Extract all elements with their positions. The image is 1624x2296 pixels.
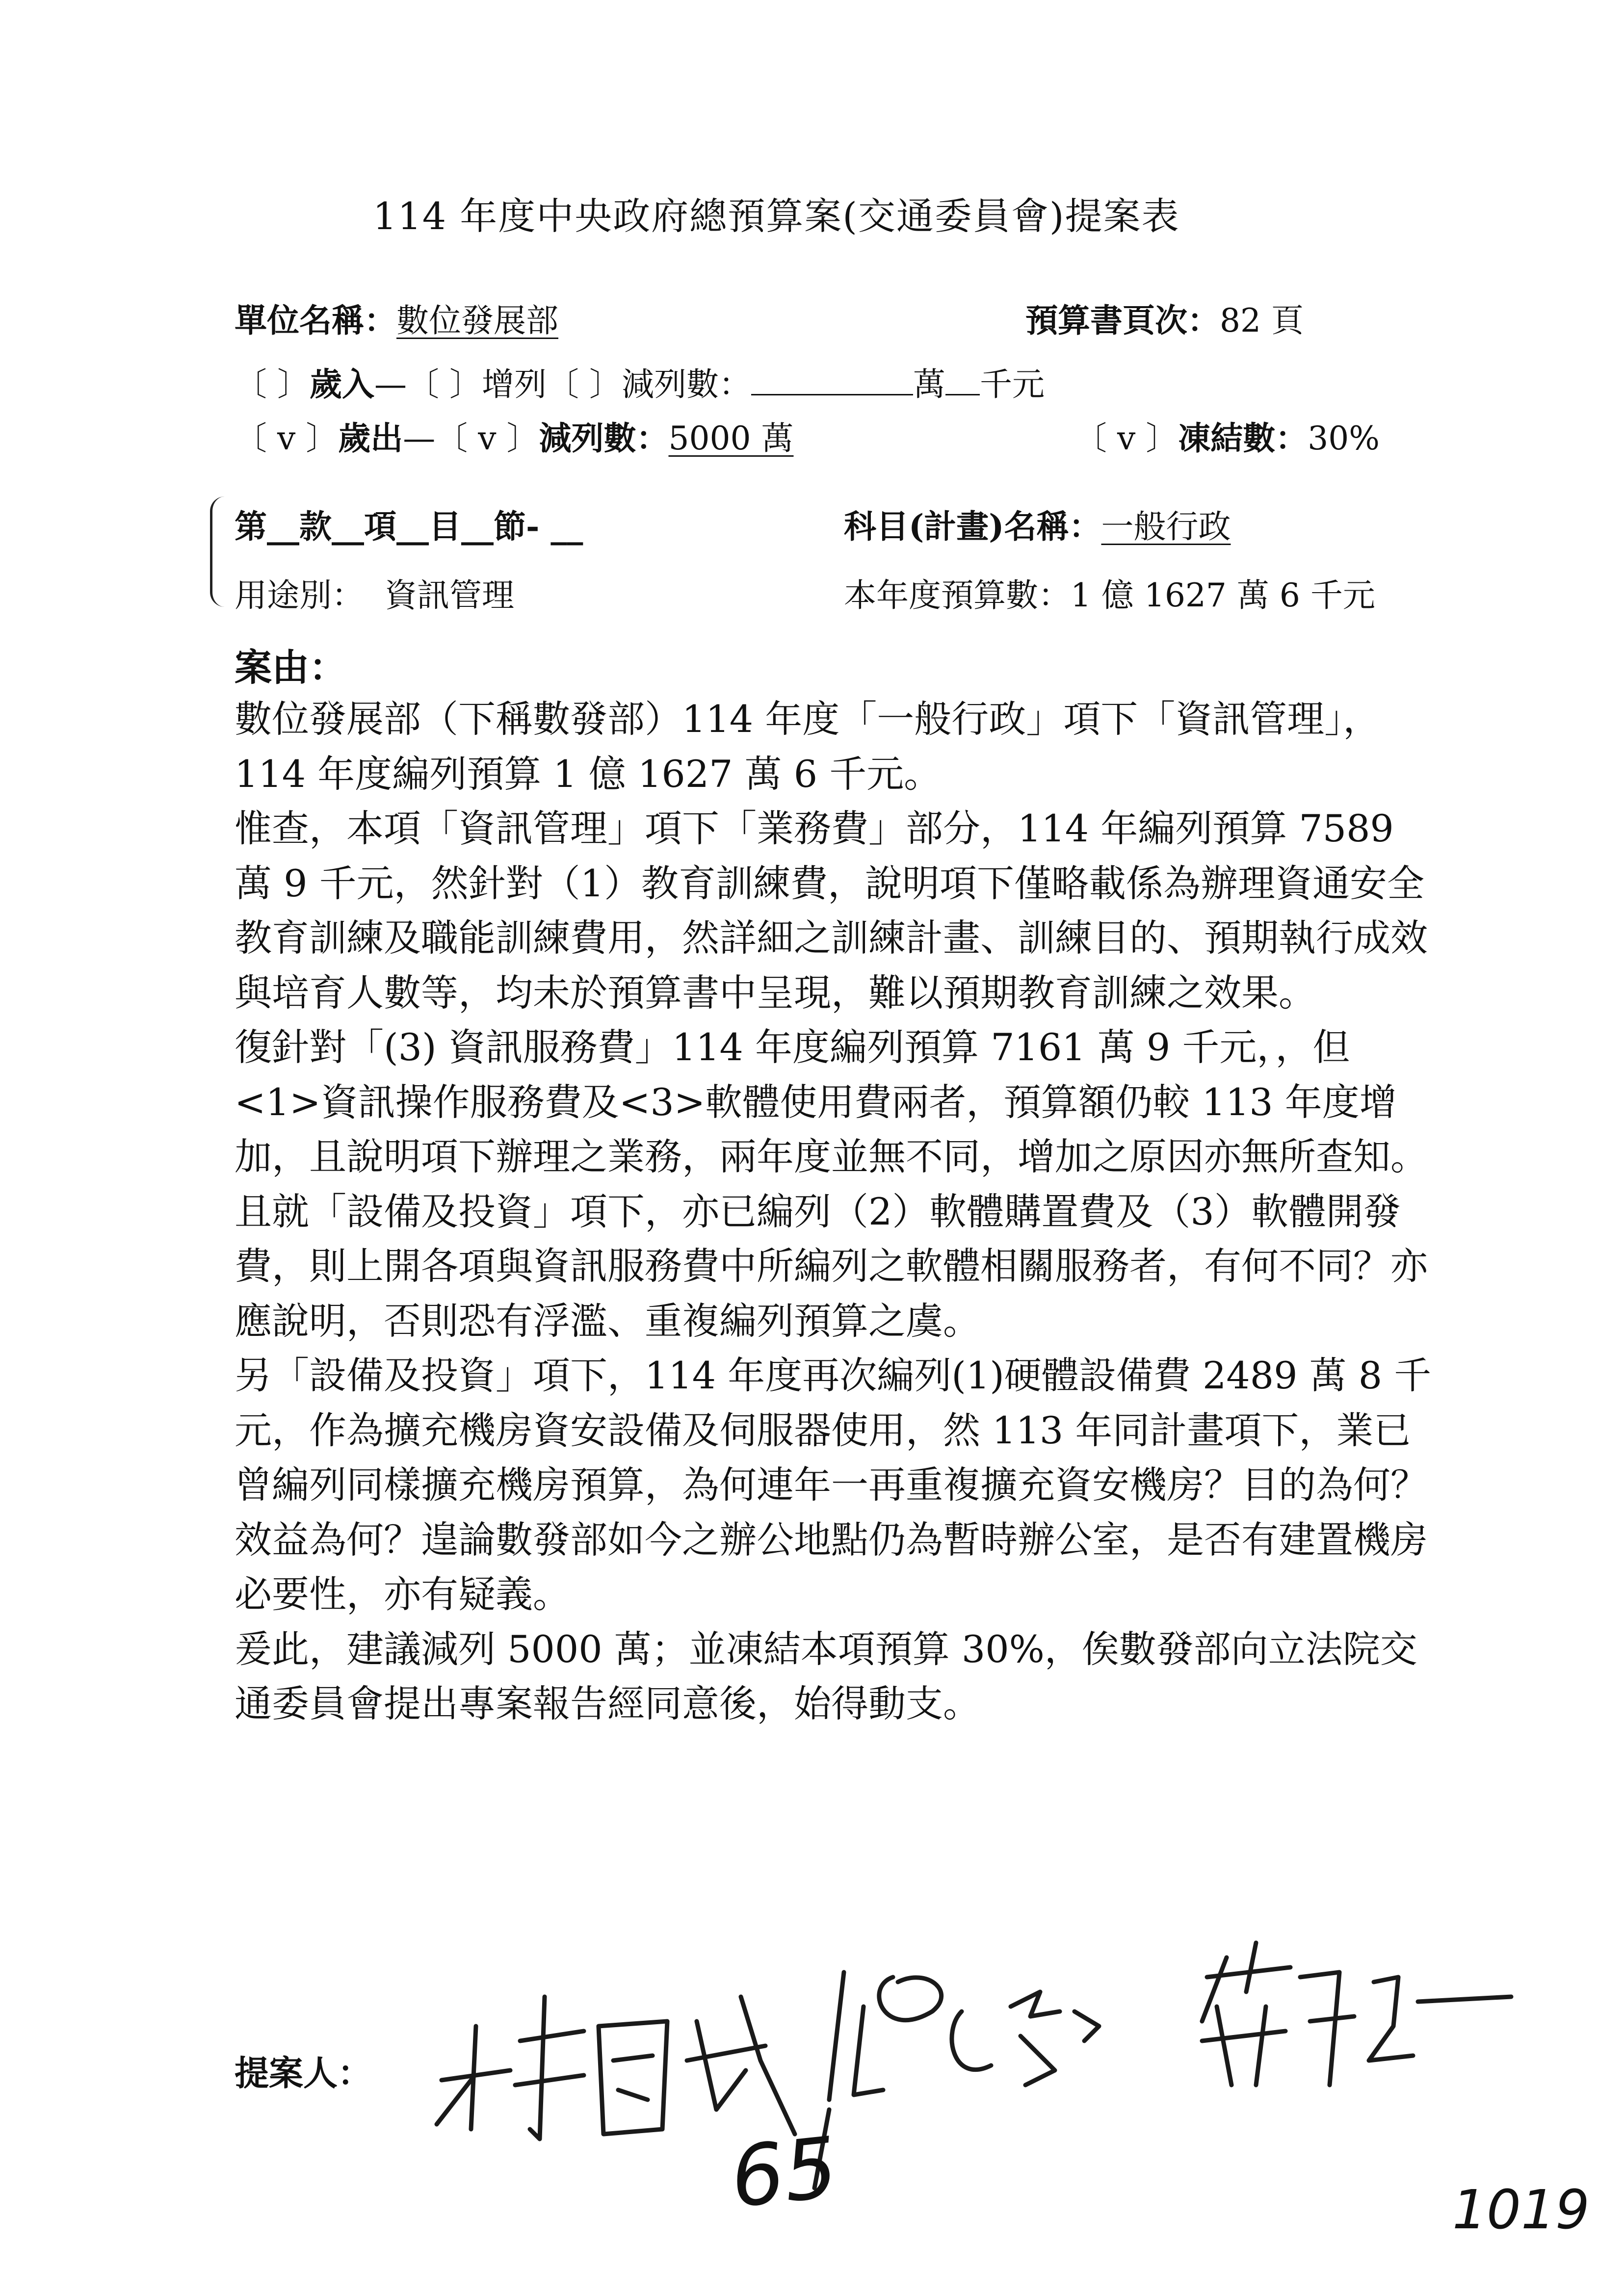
reason-heading: 案由： — [235, 646, 346, 689]
handwritten-number: 65 — [726, 2119, 842, 2227]
signature-3 — [1202, 1943, 1511, 2085]
reason-paragraph: 數位發展部（下稱數發部）114 年度「一般行政」項下「資訊管理」，114 年度編列預算 1 億 1627 萬 6 千元。 — [235, 697, 1381, 796]
revenue-amount-blank — [751, 365, 913, 395]
expenditure-line — [235, 412, 793, 459]
signatures-graphic — [422, 1923, 1550, 2198]
expenditure-dash: — — [403, 419, 436, 457]
decrease-checkbox: 〔 〕 — [546, 365, 622, 403]
usage-row — [235, 569, 514, 616]
annual-budget-value: 1 億 1627 萬 6 千元 — [1071, 576, 1375, 614]
subject-value: 一般行政 — [1101, 508, 1231, 546]
revenue-dash: — — [374, 365, 407, 403]
reason-paragraph: 且就「設備及投資」項下，亦已編列（2）軟體購置費及（3）軟體開發費，則上開各項與資訊服務費中所編列之軟體相關服務者，有何不同？亦應說明，否則恐有浮濫、重複編列預算之虞。 — [235, 1189, 1428, 1343]
reason-paragraph: 爰此，建議減列 5000 萬；並凍結本項預算 30%，俟數發部向立法院交通委員會提出專案報告經同意後，始得動支。 — [235, 1627, 1417, 1725]
reason-paragraph: 惟查，本項「資訊管理」項下「業務費」部分，114 年編列預算 7589 萬 9 千元，然針對（1）教育訓練費，說明項下僅略載係為辦理資通安全教育訓練及職能訓練費用，然詳細之訓練計畫、訓練目的、預期執行成效與培育人數等，均未於預算書中呈現，難以預期教育訓練之效果。 — [235, 807, 1428, 1015]
revenue-unit-thousand: 千元 — [979, 365, 1045, 403]
revenue-checkbox: 〔 〕 — [235, 365, 310, 403]
page-title: 114 年度中央政府總預算案(交通委員會)提案表 — [373, 194, 1180, 238]
subject-row — [844, 500, 1231, 547]
expenditure-checkbox: 〔 v 〕 — [235, 419, 339, 457]
annual-budget-label: 本年度預算數： — [844, 576, 1071, 614]
budget-page-row — [1025, 294, 1304, 341]
unit-value: 數位發展部 — [396, 302, 558, 339]
freeze-row — [1074, 412, 1380, 459]
unit-row — [235, 294, 558, 341]
classification-brace — [210, 496, 230, 607]
reduction-label: 減列數： — [539, 419, 669, 457]
reduction-checkbox: 〔 v 〕 — [435, 419, 539, 457]
freeze-value: 30% — [1308, 419, 1380, 457]
decrease-label: 減列數： — [621, 365, 751, 403]
budget-page-label: 預算書頁次： — [1025, 301, 1220, 339]
revenue-label: 歲入 — [309, 365, 374, 403]
signature-1 — [437, 1997, 795, 2139]
annual-budget-row — [844, 569, 1375, 616]
increase-label: 增列 — [481, 365, 547, 403]
subject-label: 科目(計畫)名稱： — [844, 507, 1101, 546]
signature-2 — [829, 1972, 1099, 2100]
freeze-label: 凍結數： — [1178, 419, 1308, 457]
page-number: 1019 — [1452, 2178, 1590, 2241]
reason-paragraph: 復針對「(3) 資訊服務費」114 年度編列預算 7161 萬 9 千元，，但<1>資訊操作服務費及<3>軟體使用費兩者，預算額仍較 113 年度增加，且說明項下辦理之業務，兩年度並無不同，增加之原因亦無所查知。 — [235, 1025, 1428, 1178]
increase-checkbox: 〔 〕 — [406, 365, 482, 403]
reason-body — [235, 692, 1432, 1731]
budget-page-value: 82 頁 — [1220, 302, 1304, 339]
revenue-amount-blank-2 — [945, 365, 980, 395]
unit-label: 單位名稱： — [235, 301, 396, 339]
proposer-label: 提案人： — [235, 2053, 372, 2093]
reason-paragraph: 另「設備及投資」項下，114 年度再次編列(1)硬體設備費 2489 萬 8 千元，作為擴充機房資安設備及伺服器使用，然 113 年同計畫項下，業已曾編列同樣擴充機房預算，為何連年一再重複擴充資安機房？目的為何？效益為何？遑論數發部如今之辦公地點仍為暫時辦公室，是否有建置機房必要性，亦有疑義。 — [235, 1354, 1432, 1616]
classification-line: 第__款__項__目__節- __ — [235, 507, 583, 546]
freeze-checkbox: 〔 v 〕 — [1074, 419, 1179, 457]
usage-value: 資訊管理 — [384, 576, 514, 614]
revenue-line — [235, 358, 1045, 405]
revenue-unit-wan: 萬 — [913, 365, 945, 403]
expenditure-label: 歲出 — [338, 419, 403, 457]
reduction-amount: 5000 萬 — [668, 419, 794, 457]
usage-label: 用途別： — [235, 576, 364, 614]
